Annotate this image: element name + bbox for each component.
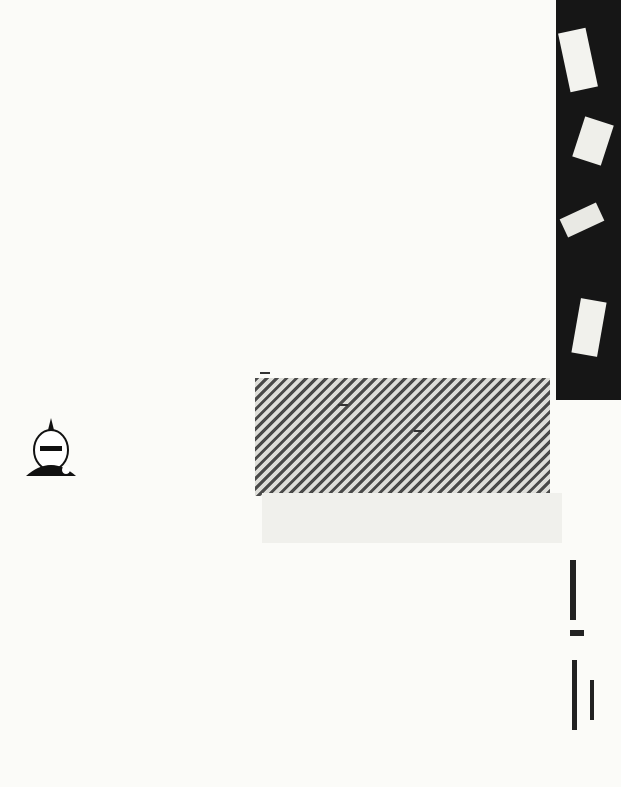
flyer-band1 — [260, 372, 270, 374]
decorative-bars — [566, 550, 606, 787]
collage-image — [255, 378, 550, 496]
collage-strip-right — [556, 0, 621, 400]
punk-drawing — [20, 416, 82, 476]
recital-flyer — [0, 368, 621, 545]
flyer-band2 — [338, 404, 348, 406]
flyer-band2-origin — [414, 430, 424, 432]
